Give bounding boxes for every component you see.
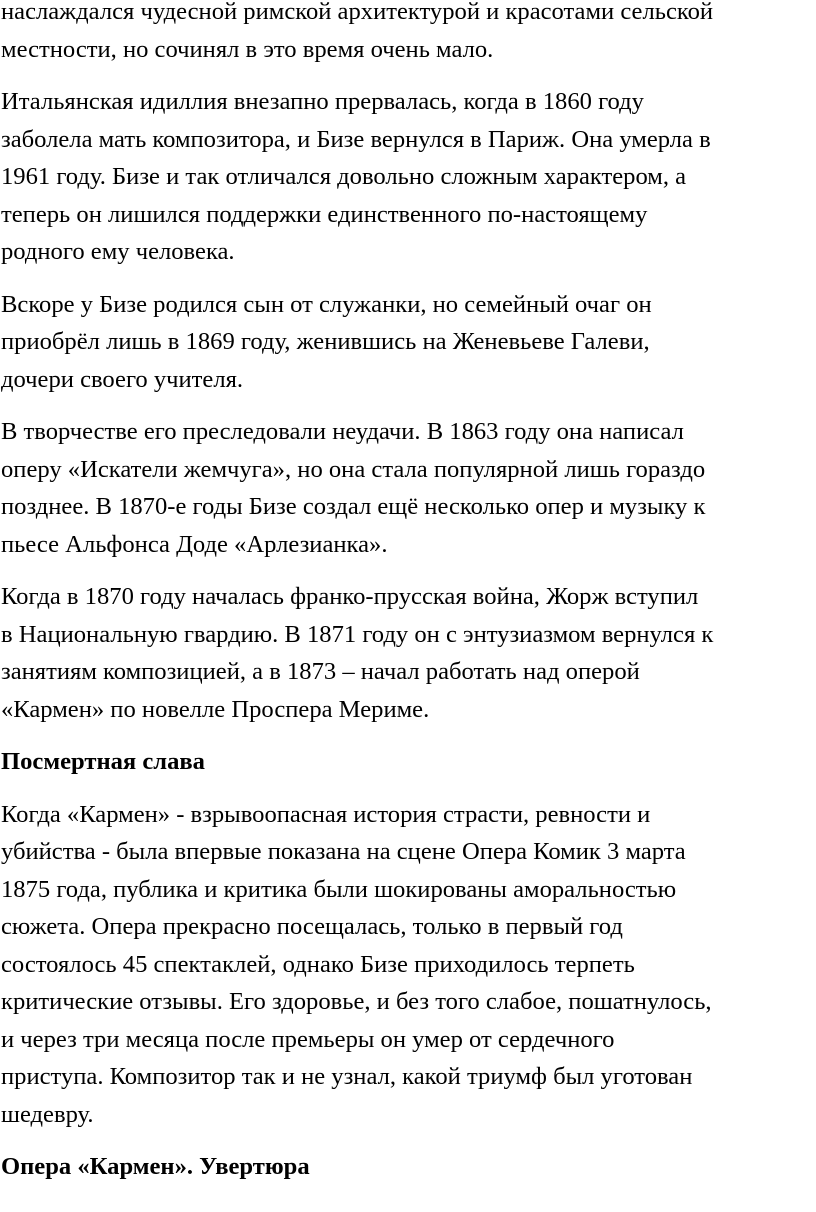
paragraph-failures [1, 413, 816, 563]
text-line: дочери своего учителя. [1, 365, 244, 393]
paragraph-carmen-premiere [1, 796, 816, 1134]
text-line: приобрёл лишь в 1869 году, женившись на Женевьеве Галеви, [1, 328, 650, 355]
text-line: сюжета. Опера прекрасно посещалась, только в первый год [1, 913, 623, 940]
text-line: оперу «Искатели жемчуга», но она стала популярной лишь гораздо [1, 455, 706, 483]
paragraph-war [1, 578, 816, 728]
text-line: теперь он лишился поддержки единственного по-настоящему [1, 200, 648, 228]
text-line: родного ему человека. [1, 238, 235, 265]
text-line: «Кармен» по новелле Проспера Мериме. [1, 695, 430, 723]
text-line: и через три месяца после премьеры он умер от сердечного [1, 1025, 615, 1053]
paragraph-family [1, 286, 816, 399]
text-line: шедевру. [1, 1100, 94, 1128]
paragraph-rome [1, 0, 816, 68]
text-line: заболела мать композитора, и Бизе вернулся в Париж. Она умерла в [1, 125, 711, 153]
section-heading-overture: Опера «Кармен». Увертюра [1, 1153, 310, 1180]
text-line: местности, но сочинял в это время очень мало. [1, 35, 494, 63]
paragraph-return-to-paris [1, 83, 816, 271]
text-line: пьесе Альфонса Доде «Арлезианка». [1, 530, 388, 558]
text-line: наслаждался чудесной римской архитектурой и красотами сельской [1, 0, 714, 25]
text-line: приступа. Композитор так и не узнал, какой триумф был уготован [1, 1063, 693, 1090]
text-line: занятиям композицией, а в 1873 – начал работать над оперой [1, 658, 640, 685]
text-line: убийства - была впервые показана на сцене Опера Комик 3 марта [1, 838, 686, 865]
text-line: состоялось 45 спектаклей, однако Бизе приходилось терпеть [1, 950, 635, 978]
text-line: Итальянская идиллия внезапно прервалась, когда в 1860 году [1, 88, 644, 115]
text-line: 1875 года, публика и критика были шокированы аморальностью [1, 875, 677, 903]
section-heading-posthumous-fame: Посмертная слава [1, 748, 205, 775]
text-line: 1961 году. Бизе и так отличался довольно сложным характером, а [1, 163, 687, 190]
text-line: в Национальную гвардию. В 1871 году он с энтузиазмом вернулся к [1, 620, 714, 648]
text-line: Когда в 1870 году началась франко-прусская война, Жорж вступил [1, 583, 699, 610]
text-line: Вскоре у Бизе родился сын от служанки, но семейный очаг он [1, 290, 652, 318]
text-line: Когда «Кармен» - взрывоопасная история страсти, ревности и [1, 800, 651, 828]
text-line: критические отзывы. Его здоровье, и без того слабое, пошатнулось, [1, 988, 712, 1015]
document-page [1, 0, 816, 1201]
text-line: позднее. В 1870-е годы Бизе создал ещё несколько опер и музыку к [1, 493, 706, 520]
text-line: В творчестве его преследовали неудачи. В 1863 году она написал [1, 418, 684, 445]
